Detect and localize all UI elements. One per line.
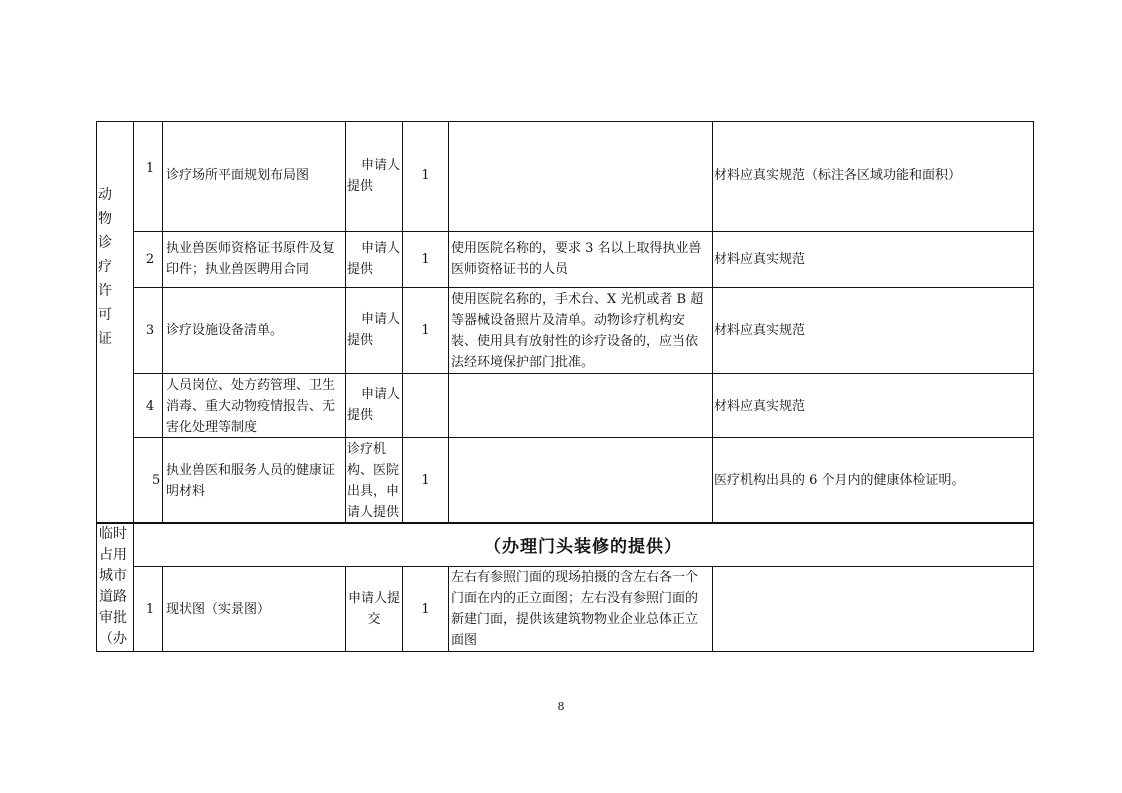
section-label: 动 物 诊 疗 许 可 证 bbox=[98, 187, 114, 347]
row-number: 5 bbox=[152, 473, 161, 488]
copies: 1 bbox=[421, 323, 430, 338]
page-number: 8 bbox=[557, 700, 565, 713]
grid-line bbox=[133, 373, 1033, 374]
copies: 1 bbox=[421, 252, 430, 267]
standard: 材料应真实规范 bbox=[714, 323, 806, 338]
grid-line bbox=[712, 566, 713, 651]
copies: 1 bbox=[421, 473, 430, 488]
row-number: 4 bbox=[145, 399, 155, 414]
grid-line bbox=[448, 121, 449, 523]
standard: 医疗机构出具的 6 个月内的健康体检证明。 bbox=[714, 473, 965, 488]
provider: 申请人提交 bbox=[347, 591, 400, 627]
standard: 材料应真实规范（标注各区域功能和面积） bbox=[714, 168, 962, 183]
grid-line bbox=[712, 121, 713, 523]
grid-line bbox=[133, 231, 1033, 232]
standard: 材料应真实规范 bbox=[714, 252, 806, 267]
item-name: 诊疗场所平面规划布局图 bbox=[166, 168, 310, 183]
provider: 申请人提供 bbox=[347, 387, 401, 423]
row-number: 1 bbox=[145, 161, 155, 176]
grid-line bbox=[448, 566, 449, 651]
item-name: 诊疗设施设备清单。 bbox=[166, 323, 284, 338]
section-banner: （办理门头装修的提供） bbox=[484, 537, 682, 557]
requirement: 左右有参照门面的现场拍摄的含左右各一个门面在内的正立面图；左右没有参照门面的新建门面，提供该建筑物物业企业总体正立面图 bbox=[451, 570, 699, 648]
copies: 1 bbox=[421, 168, 430, 183]
row-number: 2 bbox=[145, 252, 155, 267]
requirement: 使用医院名称的，要求 3 名以上取得执业兽医师资格证书的人员 bbox=[451, 241, 702, 277]
grid-line bbox=[133, 287, 1033, 288]
grid-line bbox=[162, 566, 163, 651]
section-label: 临时占用城市道路审批（办 bbox=[99, 526, 127, 647]
provider: 申请人提供 bbox=[347, 312, 401, 348]
row-number: 3 bbox=[145, 323, 155, 338]
provider: 申请人提供 bbox=[347, 158, 401, 194]
item-name: 执业兽医师资格证书原件及复印件；执业兽医聘用合同 bbox=[166, 241, 336, 277]
grid-line bbox=[162, 121, 163, 523]
item-name: 现状图（实景图） bbox=[166, 602, 271, 617]
item-name: 执业兽医和服务人员的健康证明材料 bbox=[166, 463, 336, 499]
item-name: 人员岗位、处方药管理、卫生消毒、重大动物疫情报告、无害化处理等制度 bbox=[166, 378, 336, 435]
provider: 申请人提供 bbox=[347, 241, 401, 277]
grid-line bbox=[345, 121, 346, 523]
requirement: 使用医院名称的，手术台、X 光机或者 B 超等器械设备照片及清单。动物诊疗机构安装、使用具有放射性的诊疗设备的，应当依法经环境保护部门批准。 bbox=[451, 292, 704, 370]
copies: 1 bbox=[421, 602, 430, 617]
standard: 材料应真实规范 bbox=[714, 399, 806, 414]
row-number: 1 bbox=[145, 602, 155, 617]
provider: 诊疗机构、医院出具，申请人提供 bbox=[347, 442, 400, 520]
